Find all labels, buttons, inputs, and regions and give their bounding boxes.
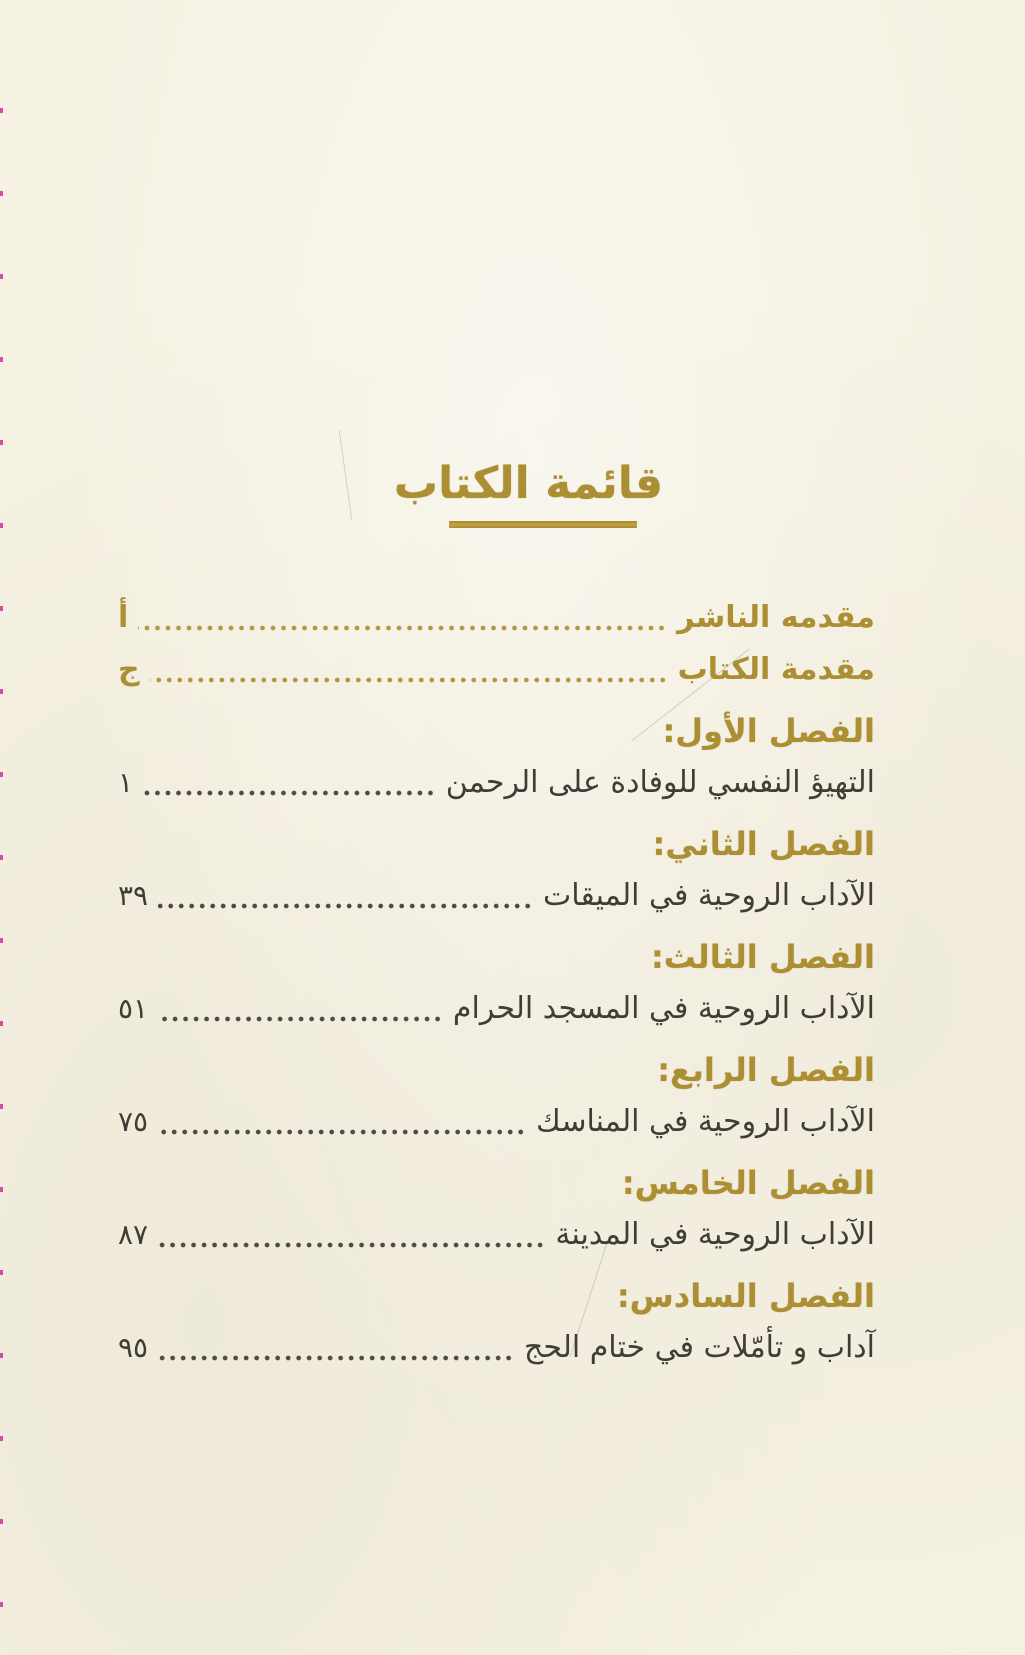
film-edge-marks [0, 30, 3, 1630]
title-block [150, 458, 907, 528]
dotted-leader [158, 1013, 443, 1025]
toc-chapter-heading [118, 1157, 875, 1209]
dotted-leader [150, 674, 668, 686]
page-title: قائمة الكتاب [393, 458, 664, 509]
page-number: ٧٥ [118, 1105, 149, 1138]
toc-chapter-heading [118, 705, 875, 757]
toc-chapter-heading [118, 1270, 875, 1322]
toc-entry [118, 592, 875, 644]
toc-chapter-heading [118, 931, 875, 983]
title-underline [449, 521, 637, 528]
page-number: ٩٥ [118, 1331, 149, 1364]
page-number: ج [118, 652, 140, 687]
page-number: ١ [118, 766, 134, 799]
page-number: أ [118, 600, 129, 635]
toc-list [118, 592, 875, 1374]
page-number: ٥١ [118, 992, 149, 1025]
chapter-label: الفصل الأول: [662, 712, 875, 750]
toc-chapter-heading [118, 1044, 875, 1096]
page-number: ٨٧ [118, 1218, 149, 1251]
toc-entry [118, 870, 875, 922]
dotted-leader [158, 900, 533, 912]
dotted-leader [138, 622, 667, 634]
chapter-label: الفصل السادس: [616, 1277, 875, 1315]
toc-entry [118, 757, 875, 809]
entry-label: آداب و تأمّلات في ختام الحج [523, 1330, 875, 1365]
toc-entry [118, 1322, 875, 1374]
entry-label: الآداب الروحية في المسجد الحرام [452, 991, 875, 1026]
chapter-label: الفصل الخامس: [621, 1164, 875, 1202]
entry-label: مقدمه الناشر [677, 600, 875, 635]
toc-entry [118, 1209, 875, 1261]
toc-entry [118, 983, 875, 1035]
page-number: ٣٩ [118, 879, 149, 912]
dotted-leader [143, 787, 436, 799]
dotted-leader [158, 1126, 526, 1138]
chapter-label: الفصل الرابع: [657, 1051, 875, 1089]
toc-entry [118, 1096, 875, 1148]
entry-label: التهيؤ النفسي للوفادة على الرحمن [445, 765, 875, 800]
chapter-label: الفصل الثاني: [652, 825, 875, 863]
entry-label: الآداب الروحية في الميقات [543, 878, 875, 913]
toc-entry [118, 644, 875, 696]
entry-label: الآداب الروحية في المدينة [555, 1217, 875, 1252]
dotted-leader [158, 1352, 514, 1364]
entry-label: الآداب الروحية في المناسك [536, 1104, 875, 1139]
dotted-leader [158, 1239, 545, 1251]
chapter-label: الفصل الثالث: [651, 938, 875, 976]
entry-label: مقدمة الكتاب [677, 652, 875, 687]
toc-chapter-heading [118, 818, 875, 870]
